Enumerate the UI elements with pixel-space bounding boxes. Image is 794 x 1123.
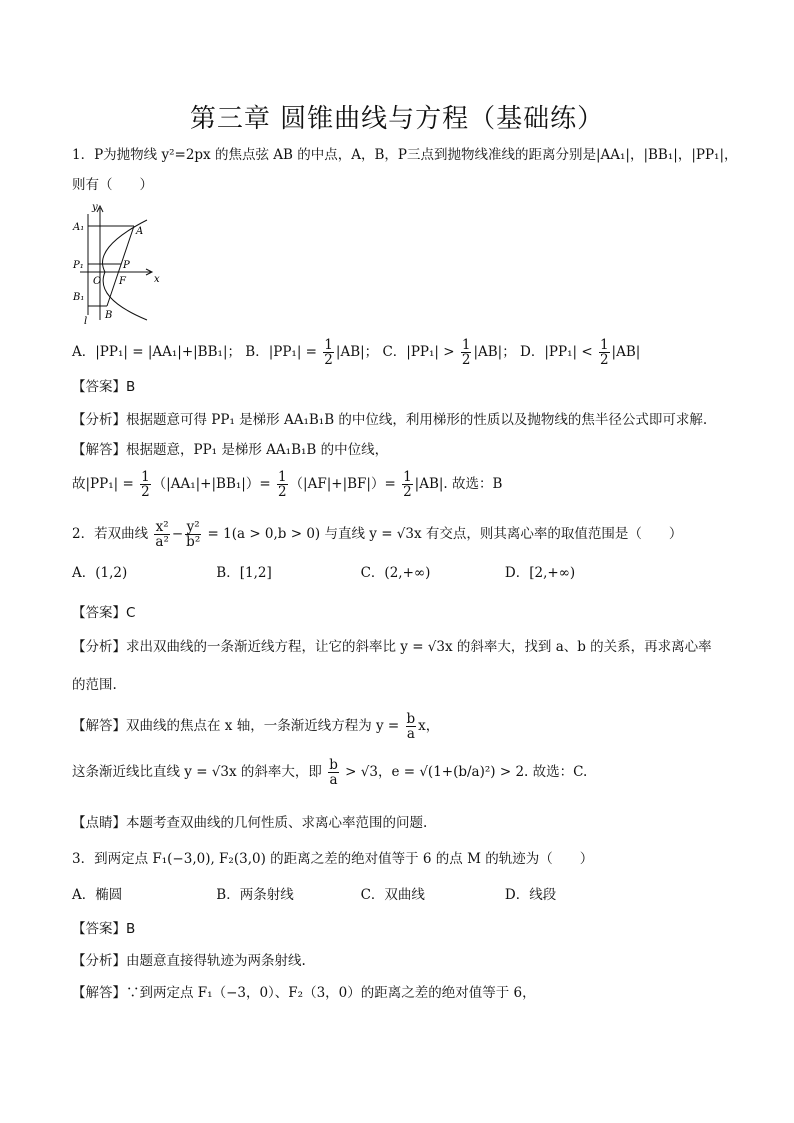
half-fraction xyxy=(140,470,151,499)
b-over-a xyxy=(328,758,339,787)
half-fraction xyxy=(599,338,610,367)
q3-option-c: C．双曲线 xyxy=(360,887,425,903)
q2-solution-post: x， xyxy=(418,718,440,734)
q1-solution-pre: 故|PP₁| = xyxy=(72,476,139,492)
q2-solution-line1 xyxy=(72,712,732,741)
q3-answer: 【答案】B xyxy=(72,921,136,937)
fraction-denominator: 2 xyxy=(141,484,150,500)
q3-option-a: A．椭圆 xyxy=(72,887,123,903)
page-title: 第三章 圆锥曲线与方程（基础练） xyxy=(189,104,605,134)
q1-option-b xyxy=(245,338,378,367)
label-f: F xyxy=(119,276,126,287)
fraction-denominator: a xyxy=(406,726,415,742)
q2-option-a: A．(1,2) xyxy=(72,565,128,581)
q3-option-b: B．两条射线 xyxy=(216,887,294,903)
label-b: B xyxy=(105,310,113,321)
label-b1: B₁ xyxy=(73,292,85,303)
fraction-denominator: a xyxy=(329,772,338,788)
fraction-numerator: 1 xyxy=(324,337,333,353)
q1-solution-line2 xyxy=(72,470,732,499)
q2-stem-pre: 若双曲线 xyxy=(94,526,153,542)
label-o: O xyxy=(93,276,102,287)
half-fraction xyxy=(461,338,472,367)
label-x: x xyxy=(154,274,160,285)
q2-comment: 【点睛】本题考查双曲线的几何性质、求离心率范围的问题. xyxy=(72,815,428,831)
fraction-denominator: 2 xyxy=(277,484,287,500)
label-l: l xyxy=(84,316,88,325)
q1-solution-mid1: （|AA₁|+|BB₁|）= xyxy=(152,476,275,492)
q1-stem-text: P为抛物线 y²=2px 的焦点弦 AB 的中点，A，B，P三点到抛物线准线的距离分别是|AA₁|，|BB₁|，|PP₁|， xyxy=(94,147,738,163)
half-fraction xyxy=(402,470,413,499)
focal-chord xyxy=(107,226,134,306)
label-y: y xyxy=(92,202,98,213)
q3-solution: 【解答】∵到两定点 F₁（−3，0）、F₂（3，0）的距离之差的绝对值等于 6， xyxy=(72,985,536,1001)
fraction-numerator: b xyxy=(329,757,338,773)
q3-number: 3． xyxy=(72,851,95,867)
fraction-denominator: 2 xyxy=(324,352,333,368)
y2-over-b2 xyxy=(185,520,201,549)
q1-solution-mid2: （|AF|+|BF|）= xyxy=(289,476,401,492)
q1-option-d-pre: D．|PP₁| < xyxy=(520,344,597,360)
fraction-numerator: 1 xyxy=(599,337,609,353)
q1-option-b-post: |AB|； xyxy=(335,344,379,360)
fraction-numerator: x² xyxy=(155,519,169,535)
label-a1: A₁ xyxy=(73,222,85,233)
q2-solution-line2 xyxy=(72,758,732,787)
q1-option-a: A．|PP₁| = |AA₁|+|BB₁|； xyxy=(72,344,241,360)
fraction-denominator: 2 xyxy=(599,352,609,368)
half-fraction xyxy=(277,470,288,499)
q1-stem xyxy=(72,146,738,164)
q2-solution2-pre: 这条渐近线比直线 y = √3x 的斜率大，即 xyxy=(72,764,327,780)
q2-stem: 2．若双曲线 $\frac{\text{x²}}{\text{a²}}$ − $\frac{\text{y²}}{\text{b²}}$ = 1(a > 0,b > 0) 与直线 y = √3x 有交点，则其离心率的取值范围是（ ） xyxy=(72,519,683,550)
q1-option-d-post: |AB| xyxy=(611,344,641,360)
q3-analysis: 【分析】由题意直接得轨迹为两条射线. xyxy=(72,953,306,969)
q3-options xyxy=(72,886,732,904)
b-over-a xyxy=(406,712,417,741)
q2-answer: 【答案】C xyxy=(72,605,136,621)
fraction-numerator: 1 xyxy=(277,469,287,485)
fraction-numerator: 1 xyxy=(403,469,412,485)
q1-option-d xyxy=(520,338,640,367)
q2-analysis-line1: 【分析】求出双曲线的一条渐近线方程，让它的斜率比 y = √3x 的斜率大，找到 a、b 的关系，再求离心率 xyxy=(72,639,712,655)
fraction-numerator: 1 xyxy=(141,469,150,485)
q1-options xyxy=(72,338,732,367)
label-p: P xyxy=(123,260,130,271)
fraction-numerator: b xyxy=(406,711,416,727)
x2-over-a2 xyxy=(154,520,169,549)
half-fraction xyxy=(323,338,334,367)
q3-option-d: D．线段 xyxy=(504,887,557,903)
q2-solution2-rest: > √3，e = √(1+(b/a)²) > 2. 故选：C. xyxy=(340,764,588,780)
fraction-denominator: b² xyxy=(186,534,201,550)
label-a: A xyxy=(136,226,144,237)
q1-option-c-post: |AB|； xyxy=(473,344,516,360)
fraction-denominator: 2 xyxy=(461,352,471,368)
q1-option-b-pre: B．|PP₁| = xyxy=(245,344,322,360)
fraction-numerator: 1 xyxy=(461,337,471,353)
parabola-figure xyxy=(72,200,162,325)
q2-solution-pre: 【解答】双曲线的焦点在 x 轴，一条渐近线方程为 y = xyxy=(72,718,404,734)
label-p1: P₁ xyxy=(73,260,84,271)
q1-stem-cont: 则有（ ） xyxy=(72,177,153,193)
q1-solution-post: |AB|. 故选：B xyxy=(414,476,503,492)
q1-solution-line1: 【解答】根据题意，PP₁ 是梯形 AA₁B₁B 的中位线， xyxy=(72,442,389,458)
q2-analysis-line2: 的范围. xyxy=(72,677,117,693)
q1-option-c xyxy=(382,338,515,367)
q1-number: 1． xyxy=(72,147,95,163)
q1-option-c-pre: C．|PP₁| > xyxy=(382,344,459,360)
q3-stem-text: 到两定点 F₁(−3,0), F₂(3,0) 的距离之差的绝对值等于 6 的点 M 的轨迹为（ ） xyxy=(94,851,594,867)
q2-option-b: B．[1,2] xyxy=(216,565,272,581)
q2-stem-condition: = 1(a > 0,b > 0) 与直线 y = √3x 有交点，则其离心率的取值范围是（ ） xyxy=(203,526,683,542)
q2-option-c: C．(2,+∞) xyxy=(360,565,431,581)
q2-options xyxy=(72,564,732,582)
q1-analysis: 【分析】根据题意可得 PP₁ 是梯形 AA₁B₁B 的中位线，利用梯形的性质以及抛物线的焦半径公式即可求解. xyxy=(72,412,708,428)
q1-answer: 【答案】B xyxy=(72,379,136,395)
fraction-numerator: y² xyxy=(186,519,200,535)
fraction-denominator: 2 xyxy=(403,484,412,500)
fraction-denominator: a² xyxy=(155,534,169,550)
q2-number: 2． xyxy=(72,526,95,542)
q3-stem xyxy=(72,850,732,868)
q2-option-d: D．[2,+∞) xyxy=(504,565,576,581)
